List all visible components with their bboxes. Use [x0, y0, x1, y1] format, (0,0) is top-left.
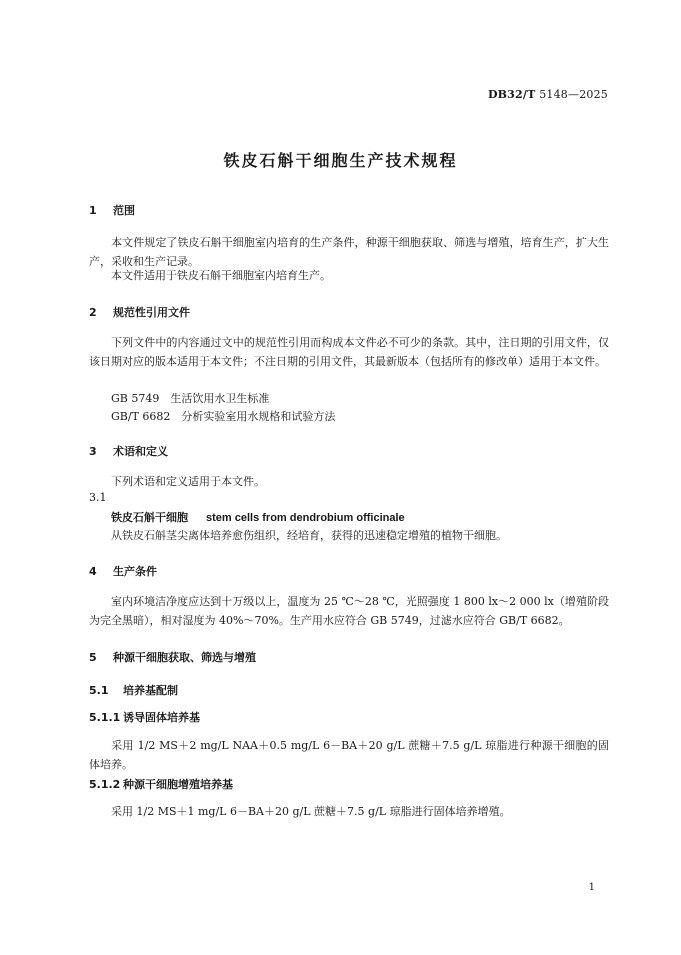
subsection-number: 5.1.1 — [89, 711, 121, 724]
section-1-paragraph-2 — [89, 266, 609, 285]
section-title: 生产条件 — [113, 565, 157, 578]
subsection-title: 种源干细胞增殖培养基 — [123, 778, 233, 791]
paragraph-text: 室内环境洁净度应达到十万级以上，温度为 25 ℃～28 ℃，光照强度 1 800 lx～2 000 lx（增殖阶段为完全黑暗），相对湿度为 40%～70%。生产用水应符合 GB 5749，过滤水应符合 GB/T 6682。 — [89, 595, 609, 627]
subsection-title: 诱导固体培养基 — [123, 711, 200, 724]
subsection-5-1-1-paragraph — [89, 736, 609, 774]
paragraph-text: 下列术语和定义适用于本文件。 — [111, 475, 265, 488]
subsection-5-1-2-heading — [89, 776, 233, 792]
section-3-paragraph-1 — [89, 472, 609, 491]
section-1-heading — [89, 202, 135, 218]
term-english: stem cells from dendrobium officinale — [206, 512, 405, 524]
section-number: 2 — [89, 306, 97, 319]
subsection-5-1-1-heading — [89, 709, 200, 725]
paragraph-text: 本文件规定了铁皮石斛干细胞室内培育的生产条件，种源干细胞获取、筛选与增殖，培育生产，扩大生产，采收和生产记录。 — [89, 236, 609, 268]
paragraph-text: 采用 1/2 MS＋2 mg/L NAA＋0.5 mg/L 6－BA＋20 g/L 蔗糖＋7.5 g/L 琼脂进行种源干细胞的固体培养。 — [89, 739, 609, 771]
section-number: 1 — [89, 204, 97, 217]
term-entry — [111, 509, 405, 525]
paragraph-text: 采用 1/2 MS＋1 mg/L 6－BA＋20 g/L 蔗糖＋7.5 g/L 琼脂进行固体培养增殖。 — [111, 805, 511, 818]
section-title: 术语和定义 — [113, 445, 168, 458]
section-number: 3 — [89, 445, 97, 458]
subsection-number: 5.1 — [89, 684, 109, 697]
section-title: 种源干细胞获取、筛选与增殖 — [113, 651, 256, 664]
section-2-paragraph-1 — [89, 333, 609, 371]
subsection-title: 培养基配制 — [123, 684, 178, 697]
paragraph-text: 下列文件中的内容通过文中的规范性引用而构成本文件必不可少的条款。其中，注日期的引用文件，仅该日期对应的版本适用于本文件；不注日期的引用文件，其最新版本（包括所有的修改单）适用于本文件。 — [89, 336, 609, 368]
section-number: 4 — [89, 565, 97, 578]
section-title: 范围 — [113, 204, 135, 217]
standard-code — [488, 88, 608, 101]
standard-code-prefix: DB32/T — [487, 88, 536, 101]
paragraph-text: 本文件适用于铁皮石斛干细胞室内培育生产。 — [111, 269, 331, 282]
section-number: 5 — [89, 651, 97, 664]
standard-code-number: 5148—2025 — [535, 88, 608, 101]
clause-number: 3.1 — [89, 491, 107, 504]
subsection-5-1-heading — [89, 682, 178, 698]
term-definition: 从铁皮石斛茎尖离体培养愈伤组织，经培育，获得的迅速稳定增殖的植物干细胞。 — [111, 529, 507, 542]
normative-reference-1: GB 5749 生活饮用水卫生标准 — [111, 392, 270, 405]
subsection-number: 5.1.2 — [89, 778, 121, 791]
section-5-heading — [89, 649, 256, 665]
section-3-heading — [89, 443, 168, 459]
section-2-heading — [89, 304, 190, 320]
section-4-paragraph-1 — [89, 592, 609, 630]
section-4-heading — [89, 563, 157, 579]
document-title: 铁皮石斛干细胞生产技术规程 — [223, 151, 458, 170]
term-chinese: 铁皮石斛干细胞 — [111, 511, 188, 524]
subsection-5-1-2-paragraph — [89, 802, 609, 821]
section-title: 规范性引用文件 — [113, 306, 190, 319]
normative-reference-2: GB/T 6682 分析实验室用水规格和试验方法 — [111, 410, 336, 423]
page-number: 1 — [588, 882, 595, 893]
